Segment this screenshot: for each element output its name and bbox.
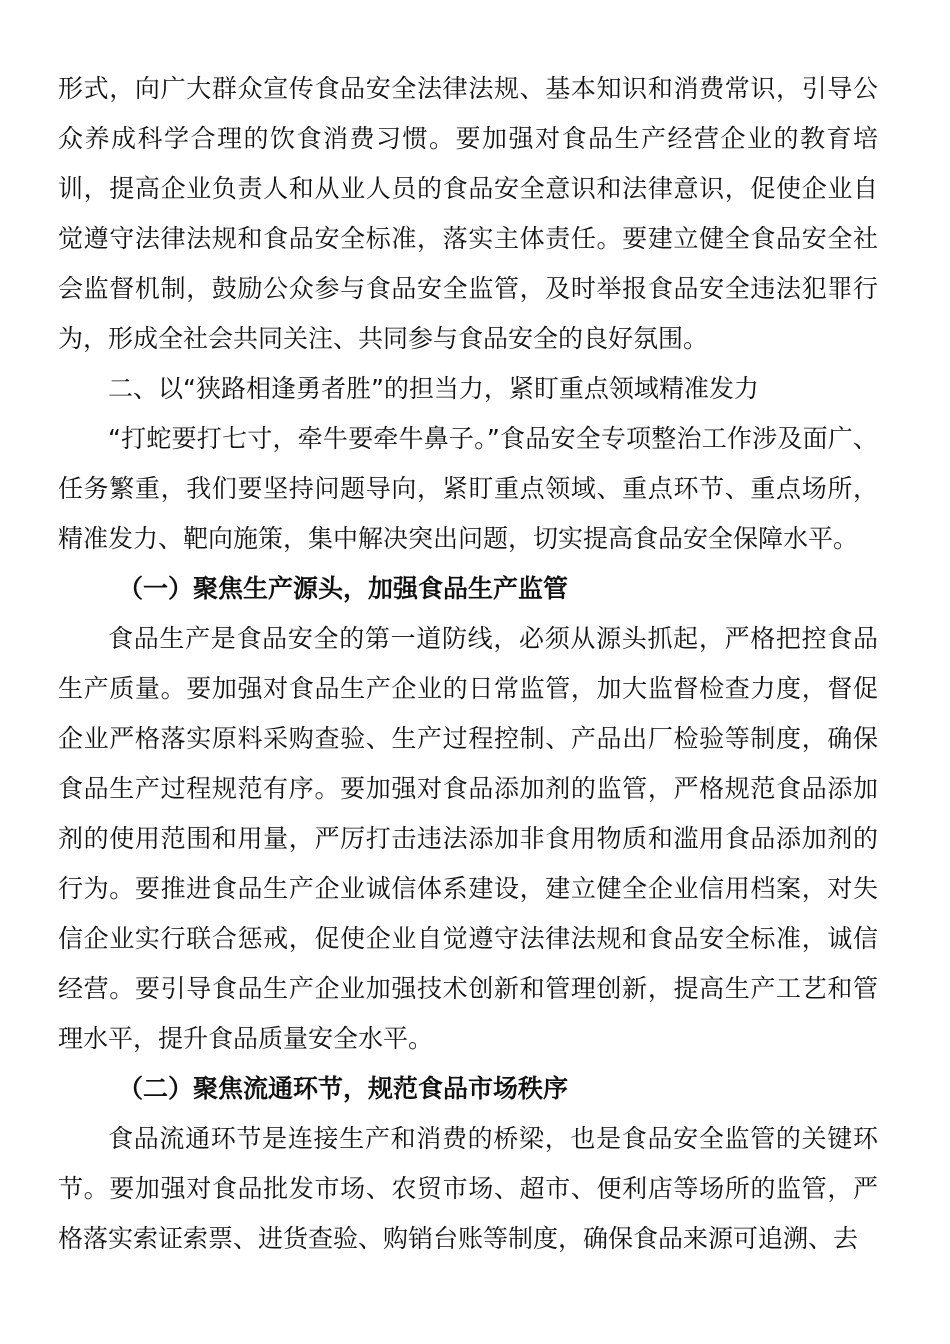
paragraph-public-awareness: 形式，向广大群众宣传食品安全法律法规、基本知识和消费常识，引导公众养成科学合理的饮食消费习惯。要加强对食品生产经营企业的教育培训，提高企业负责人和从业人员的食品安全意识和法律意识，促使企业自觉遵守法律法规和食品安全标准，落实主体责任。要建立健全食品安全社会监督机制，鼓励公众参与食品安全监管，及时举报食品安全违法犯罪行为，形成全社会共同关注、共同参与食品安全的良好氛围。: [58, 74, 878, 353]
paragraph-production: 食品生产是食品安全的第一道防线，必须从源头抓起，严格把控食品生产质量。要加强对食品生产企业的日常监管，加大监督检查力度，督促企业严格落实原料采购查验、生产过程控制、产品出厂检验等制度，确保食品生产过程规范有序。要加强对食品添加剂的监管，严格规范食品添加剂的使用范围和用量，严厉打击违法添加非食用物质和滥用食品添加剂的行为。要推进食品生产企业诚信体系建设，建立健全企业信用档案，对失信企业实行联合惩戒，促使企业自觉遵守法律法规和食品安全标准，诚信经营。要引导食品生产企业加强技术创新和管理创新，提高生产工艺和管理水平，提升食品质量安全水平。: [58, 624, 878, 1053]
document-page: [58, 64, 878, 1264]
section-heading-two: 二、以“狭路相逢勇者胜”的担当力，紧盯重点领域精准发力: [108, 374, 759, 403]
paragraph-key-areas: “打蛇要打七寸，牵牛要牵牛鼻子。”食品安全专项整治工作涉及面广、任务繁重，我们要坚持问题导向，紧盯重点领域、重点环节、重点场所，精准发力、靶向施策，集中解决突出问题，切实提高食品安全保障水平。: [58, 424, 878, 553]
subheading-circulation: （二）聚焦流通环节，规范食品市场秩序: [118, 1074, 569, 1103]
paragraph-circulation: 食品流通环节是连接生产和消费的桥梁，也是食品安全监管的关键环节。要加强对食品批发市场、农贸市场、超市、便利店等场所的监管，严格落实索证索票、进货查验、购销台账等制度，确保食品来源可追溯、去: [58, 1124, 878, 1253]
subheading-production: （一）聚焦生产源头，加强食品生产监管: [118, 574, 569, 603]
